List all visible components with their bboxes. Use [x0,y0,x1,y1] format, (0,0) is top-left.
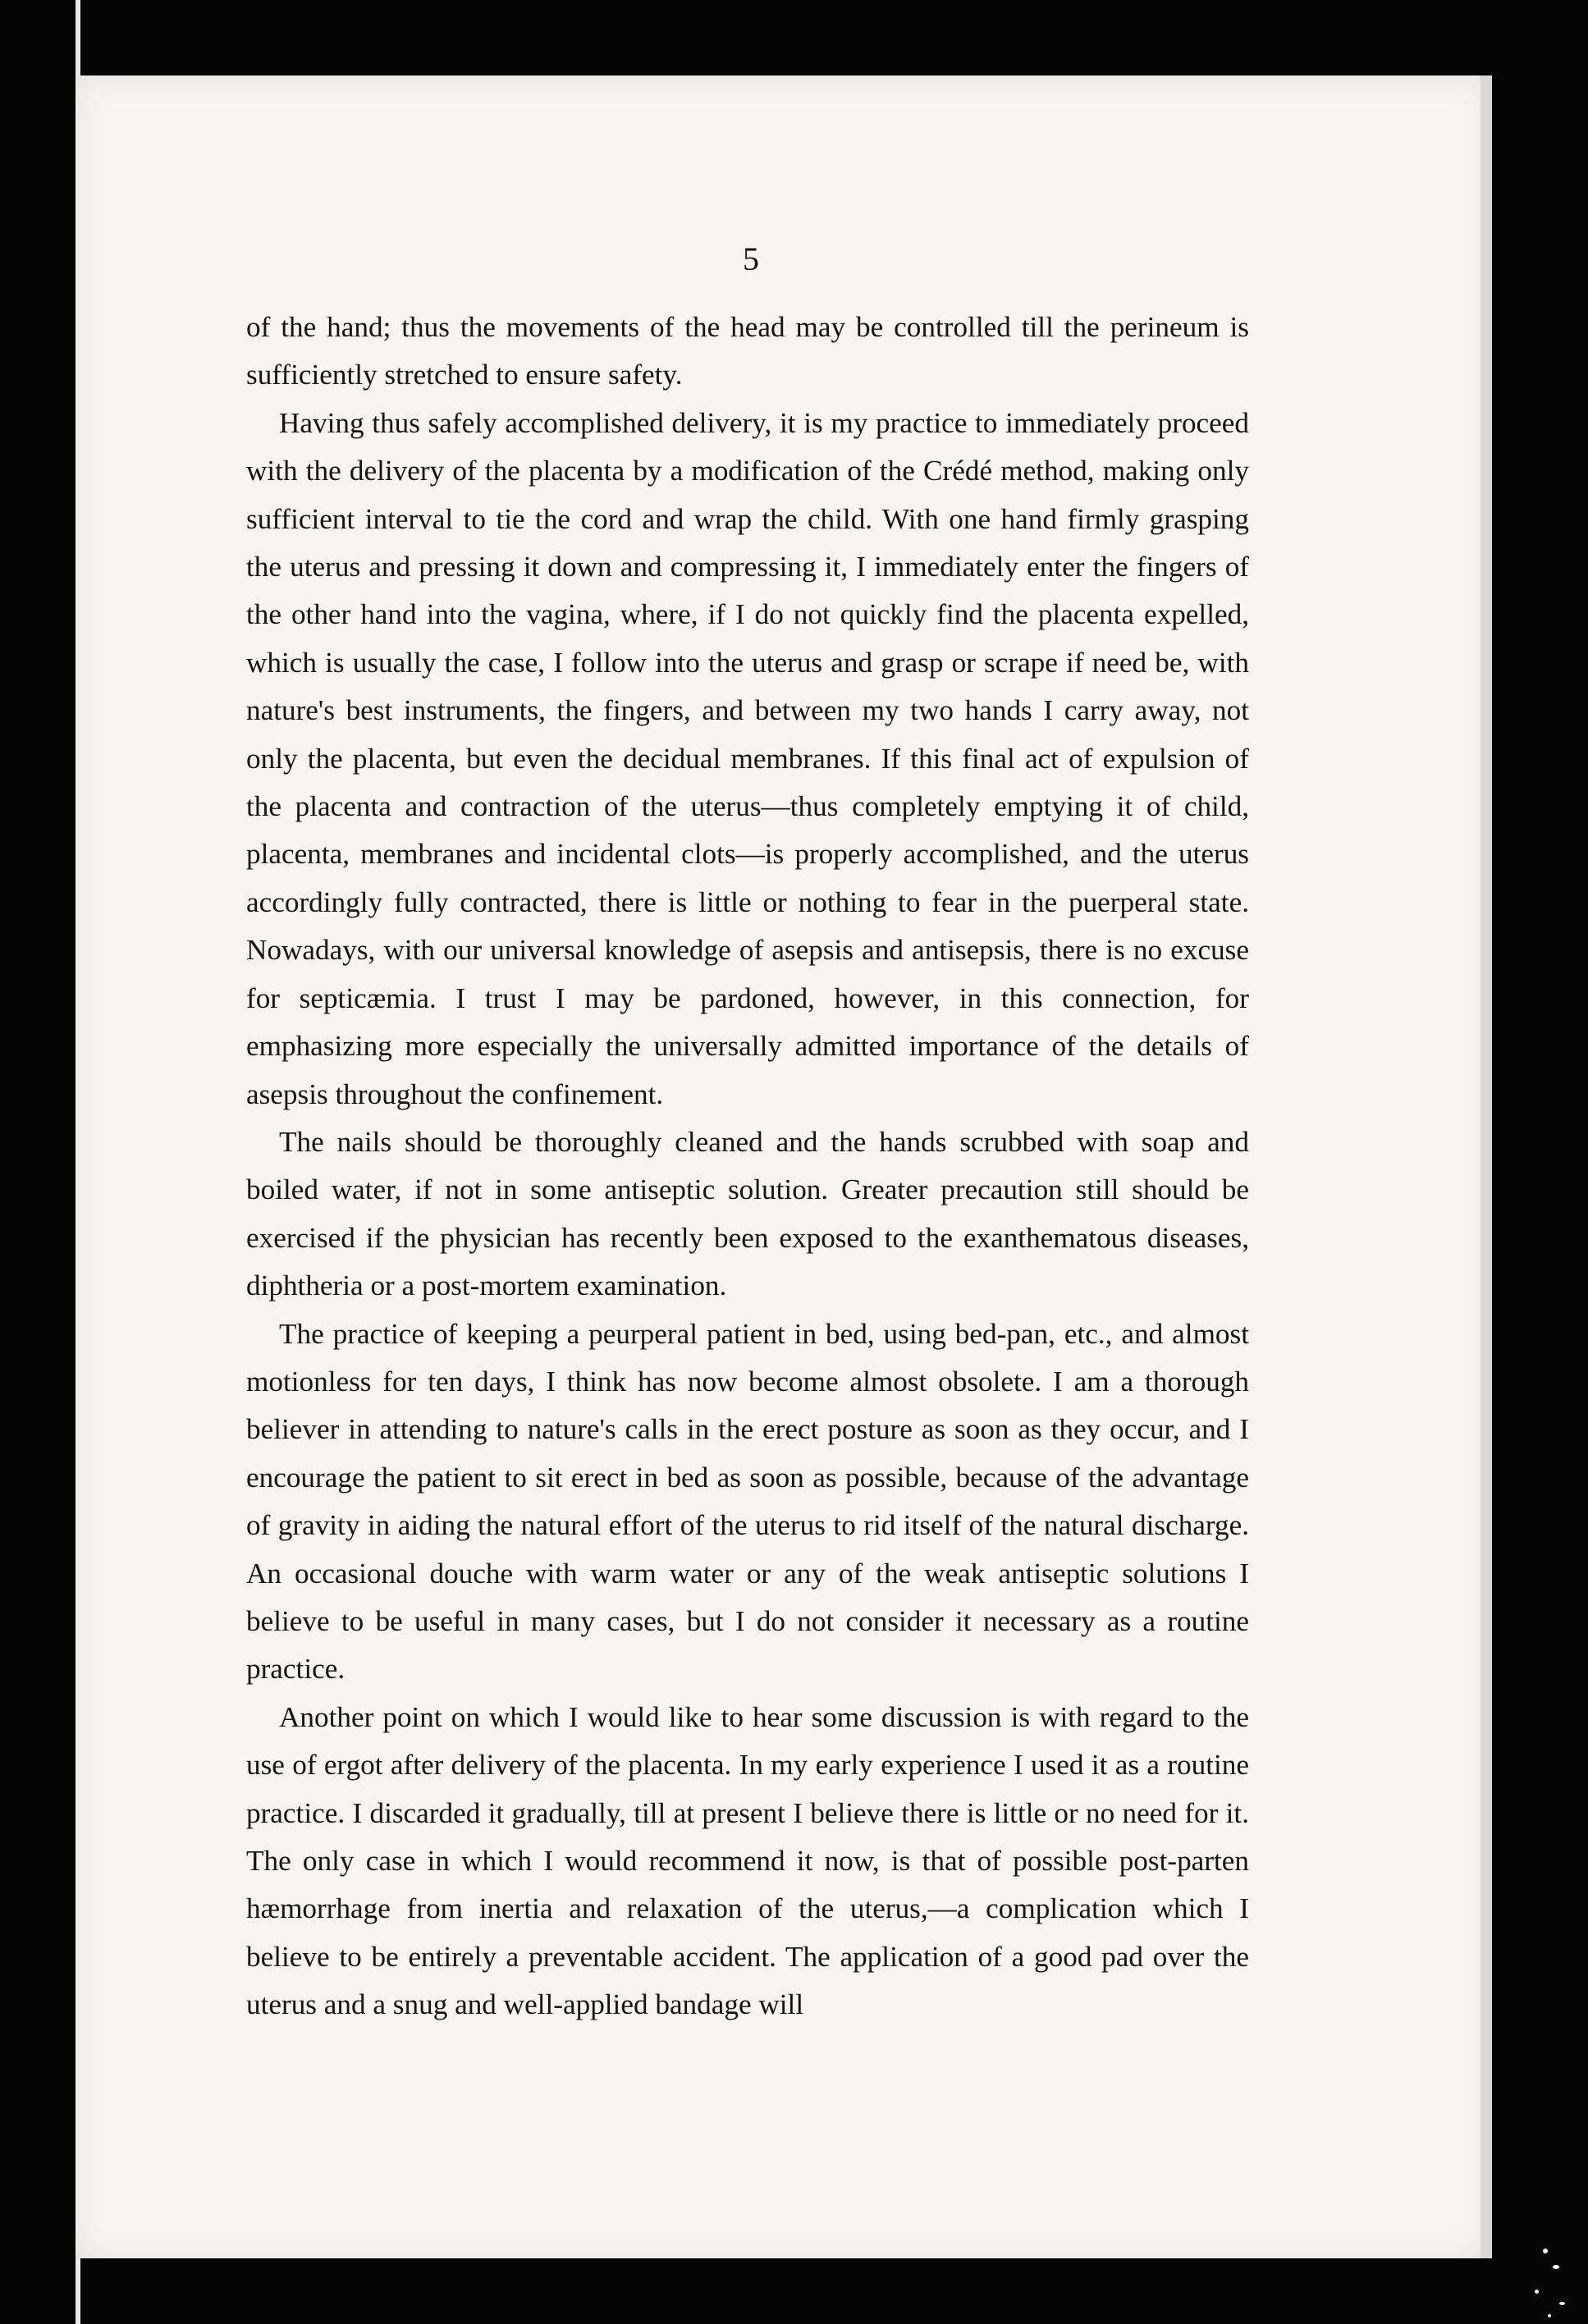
paragraph: The nails should be thoroughly cleaned and the hands scrubbed with soap and boiled water, if not in some antiseptic solution. Greater precaution still should be exercised if the physician has recently been exposed to the exanthematous diseases, diphtheria or a post-mortem examination. [246,1125,1249,1302]
paragraph: Having thus safely accomplished delivery, it is my practice to immediately proceed with the delivery of the placenta by a modification of the Crédé method, making only sufficient interval to tie the cord and wrap the child. With one hand firmly grasping the uterus and pressing it down and compressing it, I immediately enter the fingers of the other hand into the vagina, where, if I do not quickly find the placenta expelled, which is usually the case, I follow into the uterus and grasp or scrape if need be, with nature's best instruments, the fingers, and between my two hands I carry away, not only the placenta, but even the decidual membranes. If this final act of expulsion of the placenta and contraction of the uterus—thus completely emptying it of child, placenta, membranes and incidental clots—is properly accomplished, and the uterus accordingly fully contracted, there is little or nothing to fear in the puerperal state. Nowadays, with our universal knowledge of asepsis and antisepsis, there is no excuse for septicæmia. I trust I may be pardoned, however, in this connection, for emphasizing more especially the universally admitted importance of the details of asepsis throughout the confinement. [246,406,1249,1110]
scan-speck [1535,2290,1539,2294]
scan-speck [1548,2314,1551,2317]
scan-speck [1553,2265,1559,2269]
paragraph: of the hand; thus the movements of the head may be controlled till the perineum is sufficiently stretched to ensure safety. [246,311,1249,391]
page-edge [1480,75,1492,2258]
paragraph: The practice of keeping a peurperal patient in bed, using bed-pan, etc., and almost motionless for ten days, I think has now become almost obsolete. I am a thorough believer in attending to nature's calls in the erect posture as soon as they occur, and I encourage the patient to sit erect in bed as soon as possible, because of the advantage of gravity in aiding the natural effort of the uterus to rid itself of the natural discharge. An occasional douche with warm water or any of the weak antiseptic solutions I believe to be useful in many cases, but I do not consider it necessary as a routine practice. [246,1317,1249,1686]
body-text [246,304,1249,2029]
paragraph: Another point on which I would like to hear some discussion is with regard to the use of ergot after delivery of the placenta. In my early experience I used it as a routine practice. I discarded it gradually, till at present I believe there is little or no need for it. The only case in which I would recommend it now, is that of possible post-parten hæmorrhage from inertia and relaxation of the uterus,—a complication which I believe to be entirely a preventable accident. The application of a good pad over the uterus and a snug and well-applied bandage will [246,1700,1249,2021]
scan-speck [1543,2249,1548,2253]
scan-speck [1559,2302,1565,2305]
page-number: 5 [743,240,760,277]
